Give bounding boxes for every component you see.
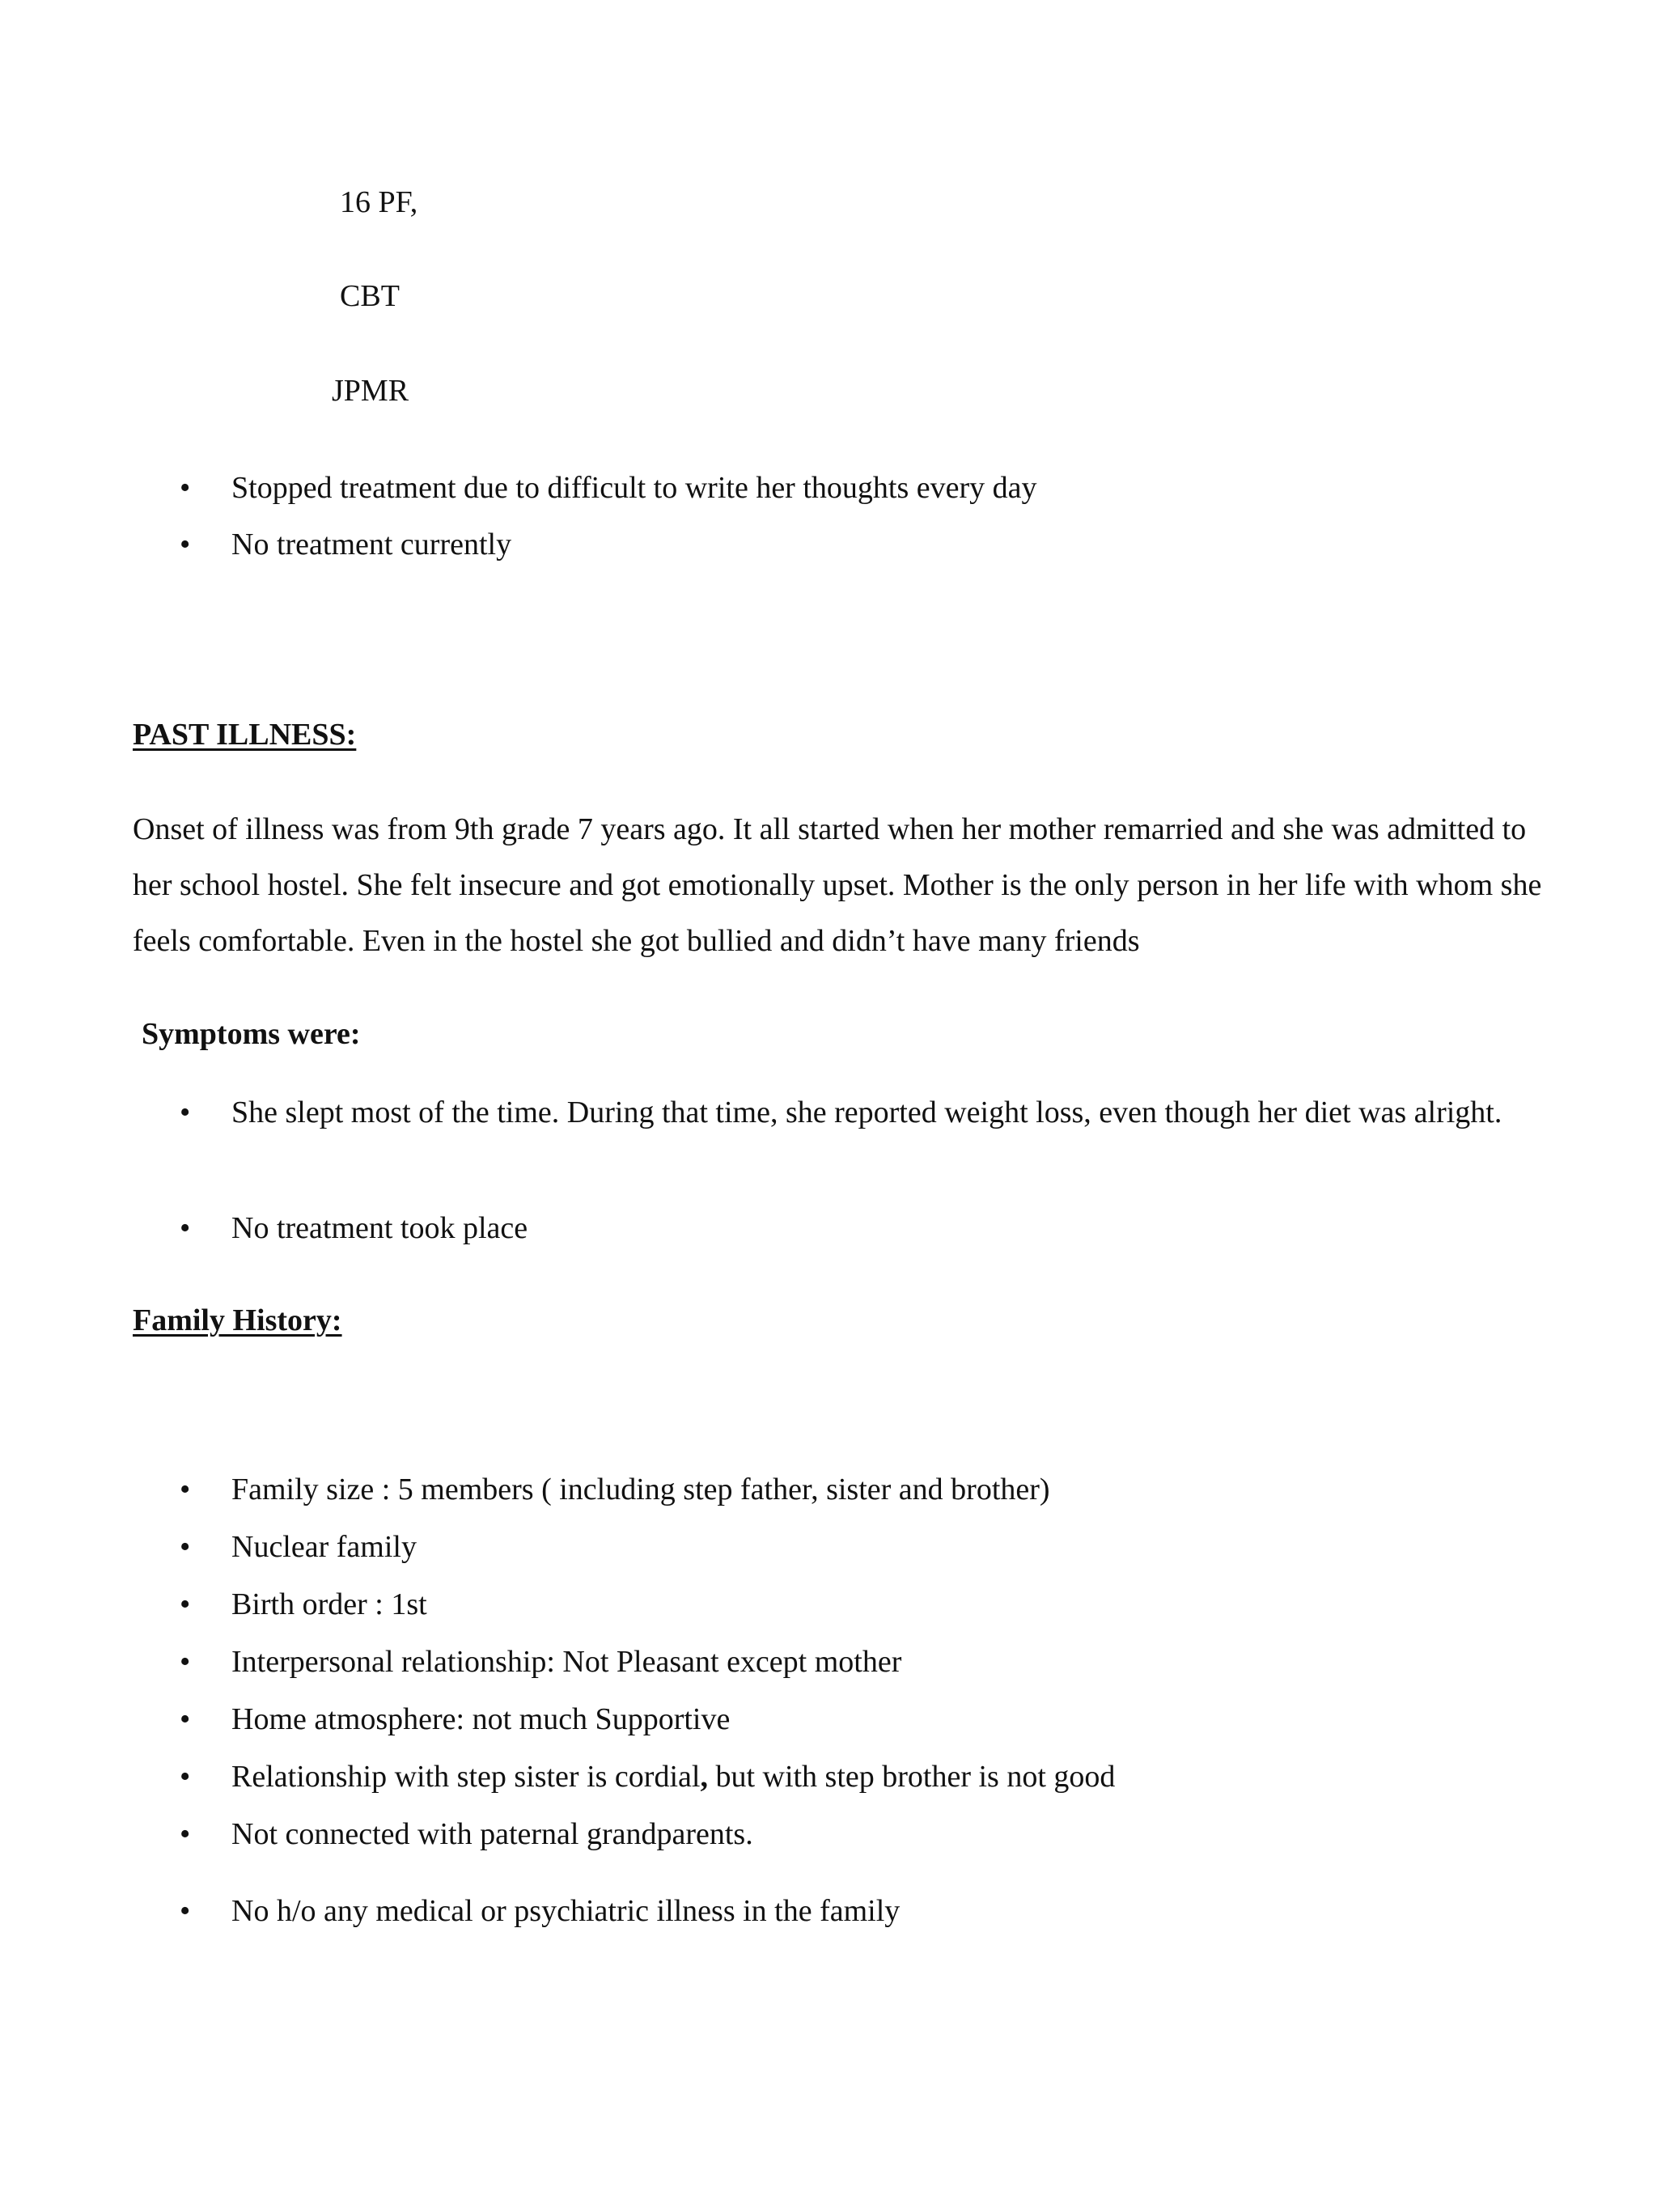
family-item: Not connected with paternal grandparents. — [231, 1817, 753, 1851]
bullet-icon: • — [180, 528, 191, 561]
section-heading-family-history: Family History: — [133, 1303, 342, 1337]
family-item: Home atmosphere: not much Supportive — [231, 1702, 731, 1736]
bold-comma: , — [700, 1760, 708, 1794]
symptoms-heading: Symptoms were: — [142, 1017, 361, 1051]
treatment-item: No treatment currently — [231, 528, 512, 561]
bullet-icon: • — [180, 1702, 191, 1736]
test-item-16pf: 16 PF, — [340, 185, 418, 219]
bullet-icon: • — [180, 1530, 191, 1564]
bullet-icon: • — [180, 471, 191, 505]
bullet-icon: • — [180, 1817, 191, 1851]
bullet-icon: • — [180, 1587, 191, 1621]
family-item-part: Relationship with step sister is cordial — [231, 1760, 701, 1794]
bullet-icon: • — [180, 1473, 191, 1506]
treatment-item: Stopped treatment due to difficult to write her thoughts every day — [231, 471, 1037, 505]
family-item: No h/o any medical or psychiatric illness in the family — [231, 1894, 901, 1928]
family-item-relationship — [231, 1758, 1558, 1795]
test-item-cbt: CBT — [340, 279, 400, 313]
bullet-icon: • — [180, 1095, 191, 1129]
past-illness-paragraph: Onset of illness was from 9th grade 7 years ago. It all started when her mother remarried and she was admitted to her school hostel. She felt insecure and got emotionally upset. Mother is the only person in her life with whom she feels comfortable. Even in the hostel she got bullied and didn’t have many friends — [133, 812, 1542, 958]
bullet-icon: • — [180, 1645, 191, 1679]
symptom-item: No treatment took place — [231, 1211, 528, 1245]
family-item: Nuclear family — [231, 1530, 417, 1564]
bullet-icon: • — [180, 1760, 191, 1794]
bullet-icon: • — [180, 1894, 191, 1928]
family-item-part: but with step brother is not good — [707, 1760, 1116, 1794]
family-item: Interpersonal relationship: Not Pleasant except mother — [231, 1645, 902, 1679]
family-item: Family size : 5 members ( including step father, sister and brother) — [231, 1473, 1050, 1506]
family-item: Birth order : 1st — [231, 1587, 427, 1621]
symptom-item: She slept most of the time. During that time, she reported weight loss, even though her diet was alright. — [231, 1095, 1502, 1129]
section-heading-past-illness: PAST ILLNESS: — [133, 718, 357, 752]
bullet-icon: • — [180, 1211, 191, 1245]
test-item-jpmr: JPMR — [332, 374, 409, 408]
